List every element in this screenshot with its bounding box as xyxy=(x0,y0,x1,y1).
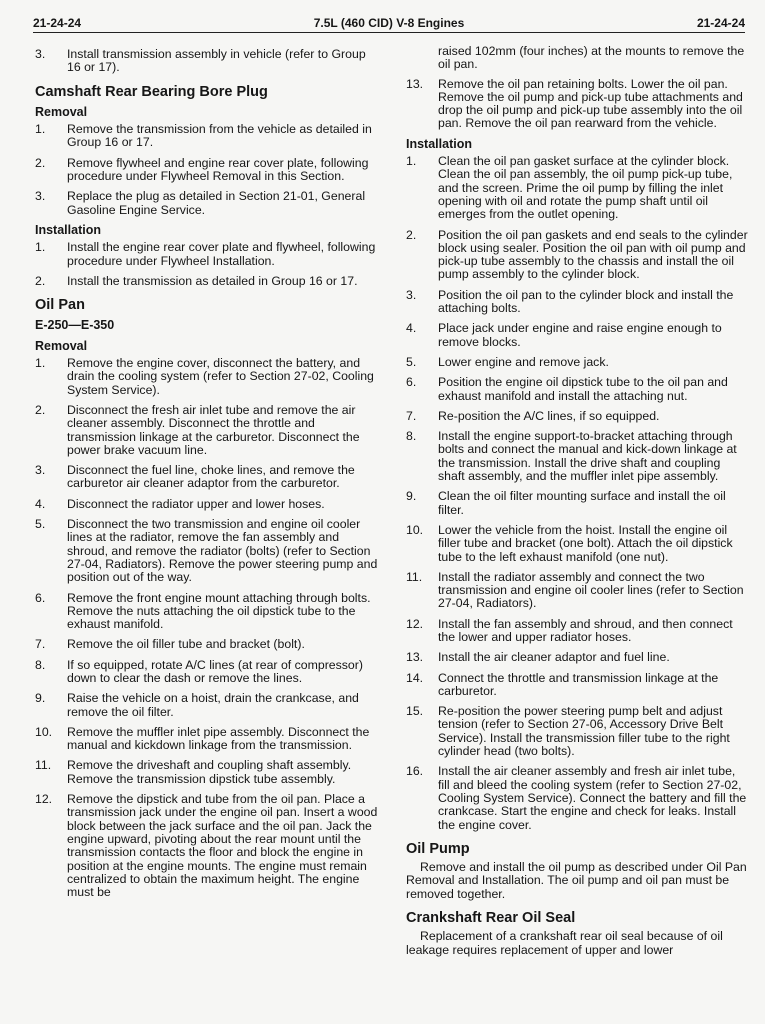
list-item xyxy=(406,289,750,316)
list-item xyxy=(35,592,381,632)
item-text: Replace the plug as detailed in Section 21-01, General Gasoline Engine Service. xyxy=(67,189,366,217)
item-text: Remove the driveshaft and coupling shaft assembly. Remove the transmission dipstick tube assembly. xyxy=(67,758,352,786)
oil-pan-removal-heading: Removal xyxy=(35,338,88,353)
list-item xyxy=(406,376,750,403)
item-number: 3. xyxy=(35,47,46,61)
item-number: 1. xyxy=(35,356,46,371)
list-item xyxy=(35,190,381,217)
item-text: Disconnect the two transmission and engine oil cooler lines at the radiator, remove the fan assembly and shroud, and remove the radiator (bolts) (refer to Section 27-04, Radiators). Remove the power steering pump and position out of the way. xyxy=(67,517,378,585)
camshaft-removal-heading: Removal xyxy=(35,104,88,119)
item-12-continuation: raised 102mm (four inches) at the mounts to remove the oil pan. xyxy=(438,44,745,72)
item-number: 3. xyxy=(406,287,417,302)
list-item xyxy=(35,726,381,753)
item-text: Connect the throttle and transmission linkage at the carburetor. xyxy=(438,670,719,698)
item-number: 12. xyxy=(35,792,53,807)
camshaft-removal-list xyxy=(35,123,381,217)
item-text: Remove the engine cover, disconnect the battery, and drain the cooling system (refer to Section 27-02, Cooling System Service). xyxy=(67,356,374,397)
item-number: 15. xyxy=(406,704,424,719)
crankshaft-seal-heading: Crankshaft Rear Oil Seal xyxy=(406,910,576,927)
item-number: 10. xyxy=(35,724,53,739)
item-number: 14. xyxy=(406,670,424,685)
list-item xyxy=(35,692,381,719)
item-number: 16. xyxy=(406,764,424,779)
item-text: Install the air cleaner adaptor and fuel line. xyxy=(438,650,670,665)
item-text: Lower the vehicle from the hoist. Install the engine oil filler tube and bracket (one bolt). Attach the oil dipstick tube to the left exhaust manifold (one nut). xyxy=(438,522,733,564)
list-item xyxy=(406,322,750,349)
transmission-install-list xyxy=(35,48,381,75)
list-item xyxy=(406,571,750,611)
item-text: Install the transmission as detailed in Group 16 or 17. xyxy=(67,273,358,288)
list-item xyxy=(35,464,381,491)
right-column xyxy=(406,44,750,963)
item-text: Lower engine and remove jack. xyxy=(438,354,609,369)
item-text: Disconnect the radiator upper and lower hoses. xyxy=(67,496,325,511)
item-number: 1. xyxy=(35,122,46,137)
item-text: Remove the dipstick and tube from the oil pan. Place a transmission jack under the engine oil pan. Insert a wood block between the jack surface and the oil pan. Jack the engine upward, pivoting about the rear mount until the transmission contacts the floor and block the engine in position at the engine mounts. The engine must remain centralized to obtain the maximum height. The engine must be xyxy=(67,792,378,900)
list-item xyxy=(406,356,750,369)
page-title: 7.5L (460 CID) V-8 Engines xyxy=(313,16,465,30)
item-text: Remove flywheel and engine rear cover plate, following procedure under Flywheel Removal in this Section. xyxy=(67,155,369,184)
item-text: If so equipped, rotate A/C lines (at rear of compressor) down to clear the dash or remove the lines. xyxy=(67,657,363,685)
list-item xyxy=(35,759,381,786)
list-item xyxy=(406,524,750,564)
list-item xyxy=(35,241,381,268)
oil-pump-heading: Oil Pump xyxy=(406,840,470,857)
oil-pan-installation-heading: Installation xyxy=(406,136,472,151)
item-number: 4. xyxy=(406,321,417,336)
left-column xyxy=(35,48,381,906)
item-text: Disconnect the fuel line, choke lines, and remove the carburetor air cleaner adaptor from the carburetor. xyxy=(67,463,355,491)
item-number: 8. xyxy=(35,657,46,672)
item-number: 1. xyxy=(406,154,417,169)
list-item xyxy=(406,229,750,282)
item-number: 11. xyxy=(35,758,52,773)
item-number: 1. xyxy=(35,240,46,255)
item-text: Install the air cleaner assembly and fresh air inlet tube, fill and bleed the cooling system (refer to Section 27-02, Cooling System Service). Connect the battery and fill the crankcase. Start the engine and check for leaks. Install the engine cover. xyxy=(438,764,747,832)
item-text: Remove the front engine mount attaching through bolts. Remove the nuts attaching the oil dipstick tube to the exhaust manifold. xyxy=(67,590,371,632)
list-item xyxy=(406,78,750,131)
list-item xyxy=(35,357,381,397)
item-text: Install the fan assembly and shroud, and then connect the lower and upper radiator hoses. xyxy=(438,616,733,644)
page-number-right: 21-24-24 xyxy=(696,16,745,30)
oil-pan-installation-list xyxy=(406,155,750,832)
item-text: Remove the oil pan retaining bolts. Lower the oil pan. Remove the oil pump and pick-up tube attachments and drop the oil pump and pick-up tube assembly into the oil pan. Remove the oil pan rearward from the vehicle. xyxy=(438,76,743,131)
item-text: Remove the oil filler tube and bracket (bolt). xyxy=(67,637,305,652)
item-text: Re-position the power steering pump belt and adjust tension (refer to Section 27-06, Accessory Drive Belt Service). Install the transmission filler tube to the right cylinder head (two bolts). xyxy=(438,704,730,759)
item-text: Position the oil pan to the cylinder block and install the attaching bolts. xyxy=(438,287,734,316)
item-number: 2. xyxy=(406,227,417,242)
crankshaft-seal-paragraph: Replacement of a crankshaft rear oil seal because of oil leakage requires replacement of upper and lower xyxy=(406,929,723,957)
item-number: 12. xyxy=(406,616,424,631)
item-text: Remove the transmission from the vehicle as detailed in Group 16 or 17. xyxy=(67,122,372,150)
item-text: Install the engine support-to-bracket attaching through bolts and connect the manual and kick-down linkage at the transmission. Install the drive shaft and coupling shaft assembly, and the muffler inlet pipe assembly. xyxy=(438,429,737,484)
list-item xyxy=(35,404,381,457)
oil-pan-removal-list-cont xyxy=(406,78,750,131)
item-text: Re-position the A/C lines, if so equipped. xyxy=(438,408,660,423)
item-number: 9. xyxy=(35,691,46,706)
item-number: 2. xyxy=(35,402,46,417)
camshaft-installation-heading: Installation xyxy=(35,222,101,237)
list-item xyxy=(35,793,381,899)
item-text: Clean the oil filter mounting surface and install the oil filter. xyxy=(438,489,726,517)
list-item xyxy=(406,618,750,645)
item-number: 6. xyxy=(35,590,46,605)
item-number: 3. xyxy=(35,189,46,204)
item-text: Install transmission assembly in vehicle (refer to Group 16 or 17). xyxy=(67,47,366,75)
list-item xyxy=(35,123,381,150)
list-item xyxy=(35,659,381,686)
camshaft-plug-heading: Camshaft Rear Bearing Bore Plug xyxy=(35,83,268,100)
list-item xyxy=(406,705,750,758)
item-number: 5. xyxy=(35,517,46,532)
item-number: 2. xyxy=(35,155,46,170)
item-number: 13. xyxy=(406,76,424,91)
list-item xyxy=(406,430,750,483)
item-number: 6. xyxy=(406,375,417,390)
item-number: 10. xyxy=(406,522,424,537)
item-text: Position the oil pan gaskets and end seals to the cylinder block using sealer. Position the oil pan with oil pump and pick-up tube assembly to the chassis and install the oil pump assembly to the cylinder block. xyxy=(438,227,748,282)
list-item xyxy=(35,275,381,288)
list-item xyxy=(35,638,381,651)
item-number: 3. xyxy=(35,463,46,478)
item-text: Install the engine rear cover plate and flywheel, following procedure under Flywheel Installation. xyxy=(67,240,376,268)
page-header xyxy=(33,12,745,33)
oil-pump-paragraph: Remove and install the oil pump as described under Oil Pan Removal and Installation. The oil pump and oil pan must be removed together. xyxy=(406,860,747,901)
item-text: Raise the vehicle on a hoist, drain the crankcase, and remove the oil filter. xyxy=(67,691,359,719)
item-text: Remove the muffler inlet pipe assembly. Disconnect the manual and kickdown linkage from the transmission. xyxy=(67,724,370,753)
page-number-left: 21-24-24 xyxy=(33,16,82,30)
item-text: Place jack under engine and raise engine enough to remove blocks. xyxy=(438,321,722,349)
list-item xyxy=(406,155,750,221)
camshaft-installation-list xyxy=(35,241,381,288)
item-number: 5. xyxy=(406,354,417,369)
item-number: 11. xyxy=(406,569,423,584)
list-item xyxy=(406,651,750,664)
oil-pan-removal-list xyxy=(35,357,381,899)
list-item xyxy=(406,490,750,517)
item-number: 13. xyxy=(406,650,424,665)
item-text: Install the radiator assembly and connect the two transmission and engine oil cooler lines (refer to Section 27-04, Radiators). xyxy=(438,569,744,611)
oil-pan-model-heading: E-250—E-350 xyxy=(35,318,115,333)
list-item xyxy=(35,157,381,184)
item-number: 7. xyxy=(35,637,46,652)
item-text: Clean the oil pan gasket surface at the cylinder block. Clean the oil pan assembly, the oil pump pick-up tube, and the screen. Prime the oil pump by filling the inlet opening with oil and rotate the pump shaft until oil emerges from the outlet opening. xyxy=(438,154,733,222)
oil-pan-heading: Oil Pan xyxy=(35,297,85,314)
list-item xyxy=(35,48,381,75)
list-item xyxy=(406,765,750,831)
item-text: Position the engine oil dipstick tube to the oil pan and exhaust manifold and install the attaching nut. xyxy=(438,375,728,403)
list-item xyxy=(406,410,750,423)
item-number: 7. xyxy=(406,408,417,423)
list-item xyxy=(35,498,381,511)
list-item xyxy=(35,518,381,584)
item-number: 4. xyxy=(35,496,46,511)
list-item xyxy=(406,672,750,699)
item-number: 2. xyxy=(35,273,46,288)
item-text: Disconnect the fresh air inlet tube and remove the air cleaner assembly. Disconnect the throttle and transmission linkage at the carburetor. Disconnect the power brake vacuum line. xyxy=(67,402,360,457)
item-number: 8. xyxy=(406,429,417,444)
item-number: 9. xyxy=(406,489,417,504)
